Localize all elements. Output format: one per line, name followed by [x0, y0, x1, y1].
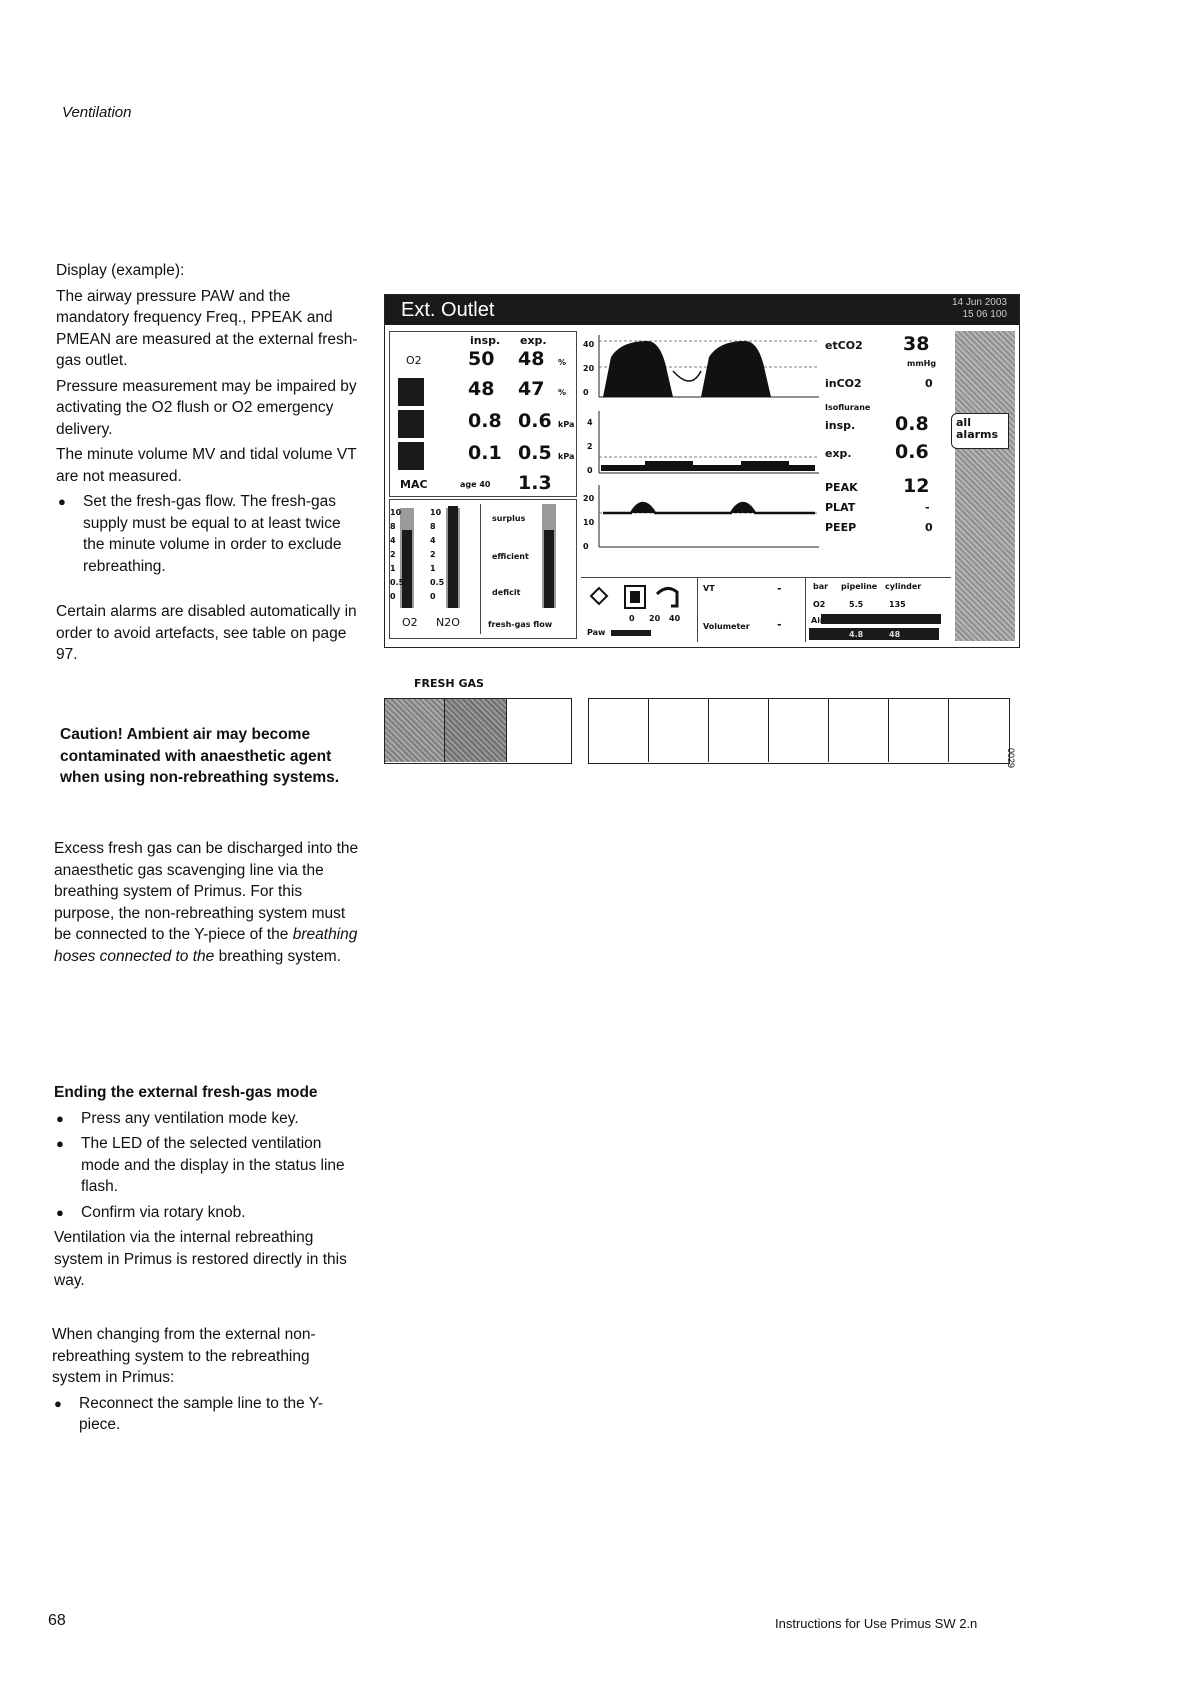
flow-bars-panel [389, 499, 577, 639]
supply-bar-label: bar [813, 582, 829, 591]
section-header: Ventilation [62, 104, 132, 121]
freshgas-flow-label: fresh-gas flow [488, 620, 553, 629]
peep-value: 0 [925, 521, 933, 534]
bar-o2-label: O2 [402, 616, 418, 629]
wave1-tick: 40 [583, 340, 595, 349]
agent2-color-block [398, 442, 424, 470]
ending-para: Ventilation via the internal rebreathing system in Primus is restored directly in this way. [54, 1229, 347, 1289]
display-title-bar [385, 295, 1019, 325]
o2-label: O2 [406, 354, 422, 367]
excess-text-c: breathing system. [218, 947, 341, 965]
agent2-insp-value: 0.1 [468, 442, 502, 464]
wave1-tick: 20 [583, 364, 595, 373]
figure-code: 0029 [1006, 748, 1016, 769]
supply-pipeline-label: pipeline [841, 582, 878, 591]
wave1-tick: 0 [583, 388, 589, 397]
mac-label: MAC [400, 478, 428, 491]
eco-deficit: deficit [492, 588, 521, 597]
alarms-disabled-para: Certain alarms are disabled automatically in order to avoid artefacts, see table on page 97. [56, 603, 357, 663]
wave3-tick: 10 [583, 518, 595, 527]
right-tick: 10 [430, 508, 442, 517]
display-time: 15 06 100 [962, 309, 1007, 320]
left-tick: 4 [390, 536, 396, 545]
right-tick: 8 [430, 522, 436, 531]
n2o-color-block [398, 378, 424, 406]
left-tick: 1 [390, 564, 396, 573]
n2o-unit: % [558, 388, 567, 397]
monitor-display [384, 294, 1020, 648]
changing-para: When changing from the external non-rebreathing system to the rebreathing system in Primus: [52, 1326, 316, 1386]
mode-key-1[interactable] [589, 699, 649, 762]
insp-label: insp. [470, 334, 501, 347]
n2o-insp-value: 48 [468, 378, 495, 400]
pressure-impaired-para: Pressure measurement may be impaired by activating the O2 flush or O2 emergency delivery. [56, 377, 357, 438]
agent-insp-value: 0.8 [895, 413, 929, 435]
ending-block [54, 1082, 364, 1296]
waveform-panel [581, 331, 821, 571]
wave2-tick: 2 [587, 442, 593, 451]
ending-bullet-3: ● Confirm via rotary knob. [54, 1202, 364, 1224]
display-caption: Display (example): [56, 262, 185, 279]
supply-cylinder-label: cylinder [885, 582, 922, 591]
wave2-tick: 4 [587, 418, 593, 427]
peak-value: 12 [903, 475, 930, 497]
volumeter-label: Volumeter [703, 622, 750, 631]
page-number: 68 [48, 1612, 66, 1629]
co2-wave-2 [701, 341, 771, 397]
bottom-strip [581, 577, 951, 642]
paw-label: Paw [587, 628, 606, 637]
minute-volume-para: The minute volume MV and tidal volume VT are not measured. [56, 446, 357, 485]
mac-value: 1.3 [518, 472, 552, 494]
inco2-label: inCO2 [825, 377, 862, 390]
mac-age: age 40 [460, 480, 491, 489]
gas-values-panel [389, 331, 577, 497]
intro-block [56, 260, 366, 670]
agent2-exp-value: 0.5 [518, 442, 552, 464]
plat-label: PLAT [825, 501, 856, 514]
mode-key-3[interactable] [709, 699, 769, 762]
airway-pressure-para: The airway pressure PAW and the mandatory frequency Freq., PPEAK and PMEAN are measured at the external fresh-gas outlet. [56, 287, 358, 369]
eco-surplus: surplus [492, 514, 526, 523]
mode-key-7[interactable] [949, 699, 1008, 762]
right-tick: 2 [430, 550, 436, 559]
wave1-ticks [583, 333, 594, 405]
wave3-tick: 0 [583, 542, 589, 551]
display-date-time [952, 297, 1007, 321]
wave2-ticks [587, 411, 593, 483]
fresh-gas-flow-bullet: ● Set the fresh-gas flow. The fresh-gas supply must be equal to at least twice the minute volume in order to exclude rebreathing. [56, 491, 366, 577]
strip-divider-1 [697, 578, 698, 642]
eco-bar [544, 530, 554, 608]
o2-exp-value: 48 [518, 348, 545, 370]
vt-dash: - [777, 582, 782, 595]
excess-text-a: Excess fresh gas can be discharged into the anaesthetic gas scavenging line via the breathing system of Primus. For this purpose, the non-rebreathing system must be connected to the Y-piece of the [54, 840, 359, 943]
plat-value: - [925, 501, 930, 514]
inco2-value: 0 [925, 377, 933, 390]
supply-o2-label: O2 [813, 600, 826, 609]
left-tick: 2 [390, 550, 396, 559]
ending-heading: Ending the external fresh-gas mode [54, 1084, 318, 1101]
measured-values-panel [825, 331, 951, 571]
co2-wave-1 [603, 341, 673, 397]
exp-label: exp. [520, 334, 547, 347]
mode-key-2[interactable] [649, 699, 709, 762]
left-tick: 8 [390, 522, 396, 531]
eco-efficient: efficient [492, 552, 529, 561]
ending-bullet-2: ● The LED of the selected ventilation mode and the display in the status line flash. [54, 1133, 364, 1198]
etco2-value: 38 [903, 333, 930, 355]
bar-n2o-label: N2O [436, 616, 460, 629]
right-bar-ticks [430, 506, 444, 604]
changing-bullet-1: ● Reconnect the sample line to the Y-piece. [52, 1393, 362, 1436]
supply-air-pipeline: 4.8 [849, 630, 864, 639]
waveform-graphics [581, 331, 821, 571]
agent-exp-row-value: 0.6 [518, 410, 552, 432]
volumeter-dash: - [777, 618, 782, 631]
strip-divider-2 [805, 578, 806, 642]
o2-unit: % [558, 358, 567, 367]
supply-o2-pipeline: 5.5 [849, 600, 864, 609]
mode-key-4[interactable] [769, 699, 829, 762]
caution-note: Caution! Ambient air may become contaminated with anaesthetic agent when using non-rebreathing systems. [60, 726, 340, 786]
right-tick: 4 [430, 536, 436, 545]
supply-air-values-bar [809, 628, 939, 640]
mmhg-label: mmHg [907, 359, 937, 368]
fresh-gas-keys [384, 698, 572, 764]
alarm-side-panel [955, 331, 1015, 641]
ending-bullet-1: ● Press any ventilation mode key. [54, 1108, 364, 1130]
agent-exp-value: 0.6 [895, 441, 929, 463]
agent-color-block [398, 410, 424, 438]
o2-insp-value: 50 [468, 348, 495, 370]
mode-key-6[interactable] [889, 699, 949, 762]
changing-block [52, 1324, 362, 1440]
fresh-gas-key-1[interactable] [385, 699, 445, 762]
mode-key-5[interactable] [829, 699, 889, 762]
agent-insp-row-value: 0.8 [468, 410, 502, 432]
left-tick: 0 [390, 592, 396, 601]
wave2-tick: 0 [587, 466, 593, 475]
paw-tick-0: 0 [629, 614, 635, 623]
display-title: Ext. Outlet [401, 299, 495, 321]
agent-name-label: Isoflurane [825, 403, 871, 412]
paw-bar [611, 630, 651, 636]
fresh-gas-label: FRESH GAS [414, 677, 484, 690]
paw-tick-40: 40 [669, 614, 681, 623]
excess-gas-block [54, 838, 364, 967]
n2o-exp-value: 47 [518, 378, 545, 400]
vt-label: VT [703, 584, 715, 593]
display-date: 14 Jun 2003 [951, 297, 1007, 308]
manual-title: Instructions for Use Primus SW 2.n [775, 1616, 978, 1631]
all-alarms-button[interactable]: all alarms [951, 413, 1009, 449]
supply-o2-cylinder: 135 [889, 600, 906, 609]
left-tick: 10 [390, 508, 402, 517]
agent2-unit: kPa [558, 452, 575, 461]
left-tick: 0.5 [390, 578, 405, 587]
bar-divider [480, 504, 481, 634]
supply-air-label: Air [811, 616, 824, 625]
agent-unit: kPa [558, 420, 575, 429]
paw-tick-20: 20 [649, 614, 661, 623]
agent-insp-label: insp. [825, 419, 856, 432]
right-tick: 0.5 [430, 578, 445, 587]
mode-keys [588, 698, 1010, 764]
peak-label: PEAK [825, 481, 858, 494]
supply-air-bar [821, 614, 941, 624]
fresh-gas-key-2[interactable] [445, 699, 507, 762]
left-bar-ticks [390, 506, 404, 604]
wave3-tick: 20 [583, 494, 595, 503]
fresh-gas-key-3[interactable] [507, 699, 571, 762]
etco2-label: etCO2 [825, 339, 863, 352]
right-tick: 0 [430, 592, 436, 601]
n2o-flow-bar [448, 506, 458, 608]
right-tick: 1 [430, 564, 436, 573]
supply-air-cylinder: 48 [889, 630, 901, 639]
agent-exp-label: exp. [825, 447, 852, 460]
wave3-ticks [583, 487, 594, 559]
peep-label: PEEP [825, 521, 857, 534]
excess-text-b: breathing hoses connected to the [54, 926, 358, 965]
